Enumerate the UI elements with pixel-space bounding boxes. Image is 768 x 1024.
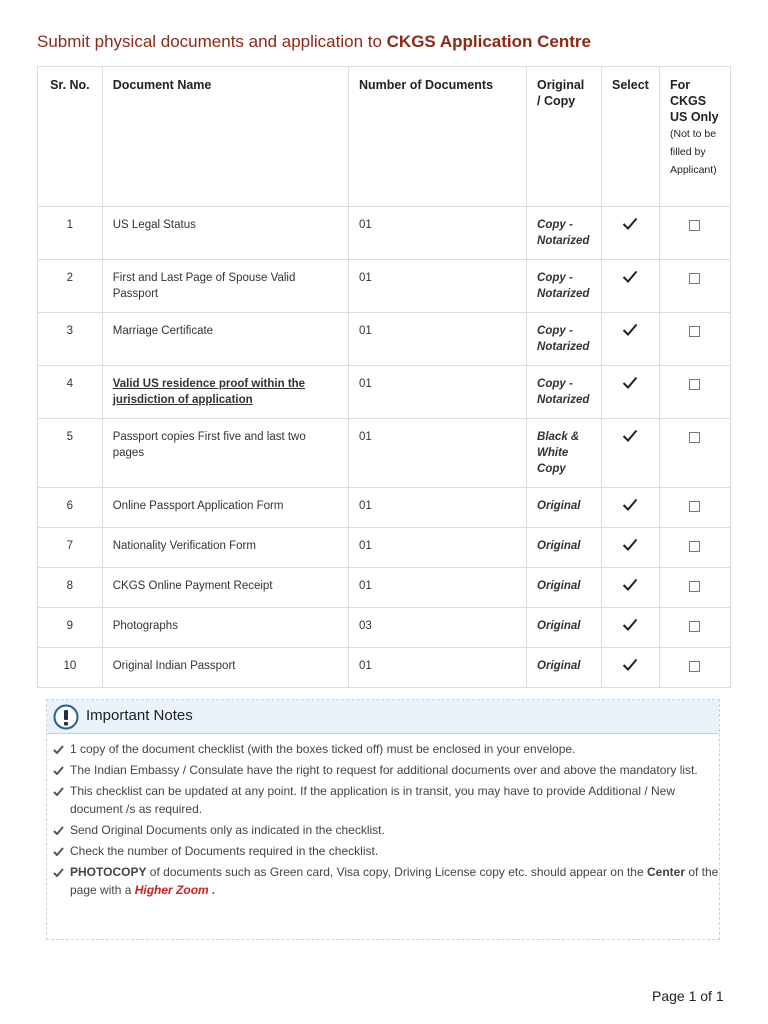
- ckgs-checkbox[interactable]: [689, 621, 700, 632]
- row-original-copy: Copy - Notarized: [527, 313, 602, 366]
- row-ckgs-checkbox-cell: [659, 648, 730, 688]
- row-select: [602, 419, 660, 488]
- row-sr-no: 6: [38, 488, 103, 528]
- note-item: [47, 740, 719, 758]
- checkmark-icon: [622, 658, 638, 671]
- row-select: [602, 528, 660, 568]
- row-number: 01: [349, 313, 527, 366]
- header-select: Select: [602, 67, 660, 207]
- row-sr-no: 1: [38, 207, 103, 260]
- note-text: The Indian Embassy / Consulate have the right to request for additional documents over and above the mandatory list.: [70, 763, 698, 777]
- row-document-name: US Legal Status: [102, 207, 348, 260]
- row-number: 01: [349, 648, 527, 688]
- row-ckgs-checkbox-cell: [659, 488, 730, 528]
- row-original-copy: Original: [527, 488, 602, 528]
- table-row: [38, 528, 731, 568]
- row-original-copy: Original: [527, 568, 602, 608]
- header-ckgs-note: (Not to be filled by Applicant): [669, 128, 717, 176]
- row-number: 01: [349, 366, 527, 419]
- row-number: 01: [349, 207, 527, 260]
- checkmark-icon: [622, 323, 638, 336]
- row-original-copy: Original: [527, 608, 602, 648]
- note-higher-zoom: Higher Zoom .: [134, 883, 216, 897]
- row-select: [602, 648, 660, 688]
- table-row: [38, 207, 731, 260]
- ckgs-checkbox[interactable]: [689, 220, 700, 231]
- page-title: Submit physical documents and application to CKGS Application Centre: [37, 32, 591, 51]
- exclamation-icon: [53, 704, 79, 730]
- row-original-copy: Copy - Notarized: [527, 260, 602, 313]
- row-ckgs-checkbox-cell: [659, 568, 730, 608]
- row-number: 03: [349, 608, 527, 648]
- header-document-name: Document Name: [102, 67, 348, 207]
- document-table: [37, 66, 731, 688]
- row-number: 01: [349, 568, 527, 608]
- row-sr-no: 7: [38, 528, 103, 568]
- note-photocopy: PHOTOCOPY: [70, 865, 147, 879]
- checkmark-icon: [53, 826, 64, 835]
- row-number: 01: [349, 528, 527, 568]
- row-select: [602, 207, 660, 260]
- checkmark-icon: [622, 498, 638, 511]
- checkmark-icon: [622, 429, 638, 442]
- row-select: [602, 608, 660, 648]
- row-original-copy: Black & White Copy: [527, 419, 602, 488]
- row-document-name: Original Indian Passport: [102, 648, 348, 688]
- header-original-copy: Original / Copy: [527, 67, 602, 207]
- checkmark-icon: [622, 618, 638, 631]
- row-ckgs-checkbox-cell: [659, 528, 730, 568]
- notes-title: Important Notes: [86, 707, 193, 724]
- note-item: PHOTOCOPY of documents such as Green card, Visa copy, Driving License copy etc. should appear on the Center of the page with a Higher Zoom .: [47, 863, 719, 899]
- ckgs-checkbox[interactable]: [689, 379, 700, 390]
- checkmark-icon: [622, 376, 638, 389]
- table-row: [38, 260, 731, 313]
- notes-list: [47, 734, 719, 899]
- header-ckgs: For CKGS US Only (Not to be filled by Applicant): [659, 67, 730, 207]
- row-number: 01: [349, 419, 527, 488]
- row-select: [602, 260, 660, 313]
- note-item: [47, 782, 719, 818]
- row-original-copy: Original: [527, 648, 602, 688]
- row-document-name: Valid US residence proof within the jurisdiction of application: [102, 366, 348, 419]
- row-number: 01: [349, 488, 527, 528]
- note-item: [47, 761, 719, 779]
- row-ckgs-checkbox-cell: [659, 366, 730, 419]
- row-select: [602, 366, 660, 419]
- ckgs-checkbox[interactable]: [689, 501, 700, 512]
- checkmark-icon: [53, 745, 64, 754]
- row-original-copy: Copy - Notarized: [527, 366, 602, 419]
- note-item: [47, 821, 719, 839]
- row-document-name: Nationality Verification Form: [102, 528, 348, 568]
- header-sr-no: Sr. No.: [38, 67, 103, 207]
- row-sr-no: 9: [38, 608, 103, 648]
- table-row: [38, 366, 731, 419]
- row-document-name: Photographs: [102, 608, 348, 648]
- checkmark-icon: [622, 270, 638, 283]
- note-text: 1 copy of the document checklist (with the boxes ticked off) must be enclosed in your envelope.: [70, 742, 576, 756]
- page-number: Page 1 of 1: [652, 988, 724, 1004]
- ckgs-checkbox[interactable]: [689, 273, 700, 284]
- table-row: [38, 608, 731, 648]
- note-item: [47, 842, 719, 860]
- note-text: Check the number of Documents required in the checklist.: [70, 844, 379, 858]
- ckgs-checkbox[interactable]: [689, 432, 700, 443]
- title-highlight: CKGS Application Centre: [386, 32, 591, 51]
- row-sr-no: 10: [38, 648, 103, 688]
- table-row: [38, 419, 731, 488]
- row-ckgs-checkbox-cell: [659, 207, 730, 260]
- row-document-name: Online Passport Application Form: [102, 488, 348, 528]
- row-sr-no: 2: [38, 260, 103, 313]
- checkmark-icon: [622, 578, 638, 591]
- table-header-row: [38, 67, 731, 207]
- ckgs-checkbox[interactable]: [689, 541, 700, 552]
- row-document-name: First and Last Page of Spouse Valid Passport: [102, 260, 348, 313]
- checkmark-icon: [622, 217, 638, 230]
- row-sr-no: 8: [38, 568, 103, 608]
- table-row: [38, 648, 731, 688]
- checkmark-icon: [53, 847, 64, 856]
- table-row: [38, 568, 731, 608]
- ckgs-checkbox[interactable]: [689, 581, 700, 592]
- row-ckgs-checkbox-cell: [659, 608, 730, 648]
- notes-header: [47, 700, 719, 734]
- row-document-name: Marriage Certificate: [102, 313, 348, 366]
- row-ckgs-checkbox-cell: [659, 260, 730, 313]
- row-select: [602, 568, 660, 608]
- ckgs-checkbox[interactable]: [689, 326, 700, 337]
- row-select: [602, 313, 660, 366]
- header-number-of-documents: Number of Documents: [349, 67, 527, 207]
- row-document-name: CKGS Online Payment Receipt: [102, 568, 348, 608]
- checkmark-icon: [53, 787, 64, 796]
- table-row: [38, 488, 731, 528]
- row-sr-no: 5: [38, 419, 103, 488]
- note-center: Center: [646, 865, 685, 879]
- checkmark-icon: [622, 538, 638, 551]
- table-row: [38, 313, 731, 366]
- row-original-copy: Original: [527, 528, 602, 568]
- row-select: [602, 488, 660, 528]
- note-text: This checklist can be updated at any point. If the application is in transit, you may have to provide Additional / New document /s as required.: [70, 784, 676, 816]
- row-sr-no: 3: [38, 313, 103, 366]
- row-number: 01: [349, 260, 527, 313]
- row-document-name: Passport copies First five and last two pages: [102, 419, 348, 488]
- row-ckgs-checkbox-cell: [659, 313, 730, 366]
- row-ckgs-checkbox-cell: [659, 419, 730, 488]
- important-notes-panel: [46, 699, 720, 940]
- checkmark-icon: [53, 868, 64, 877]
- row-original-copy: Copy - Notarized: [527, 207, 602, 260]
- note-text: Send Original Documents only as indicated in the checklist.: [70, 823, 385, 837]
- ckgs-checkbox[interactable]: [689, 661, 700, 672]
- row-sr-no: 4: [38, 366, 103, 419]
- checkmark-icon: [53, 766, 64, 775]
